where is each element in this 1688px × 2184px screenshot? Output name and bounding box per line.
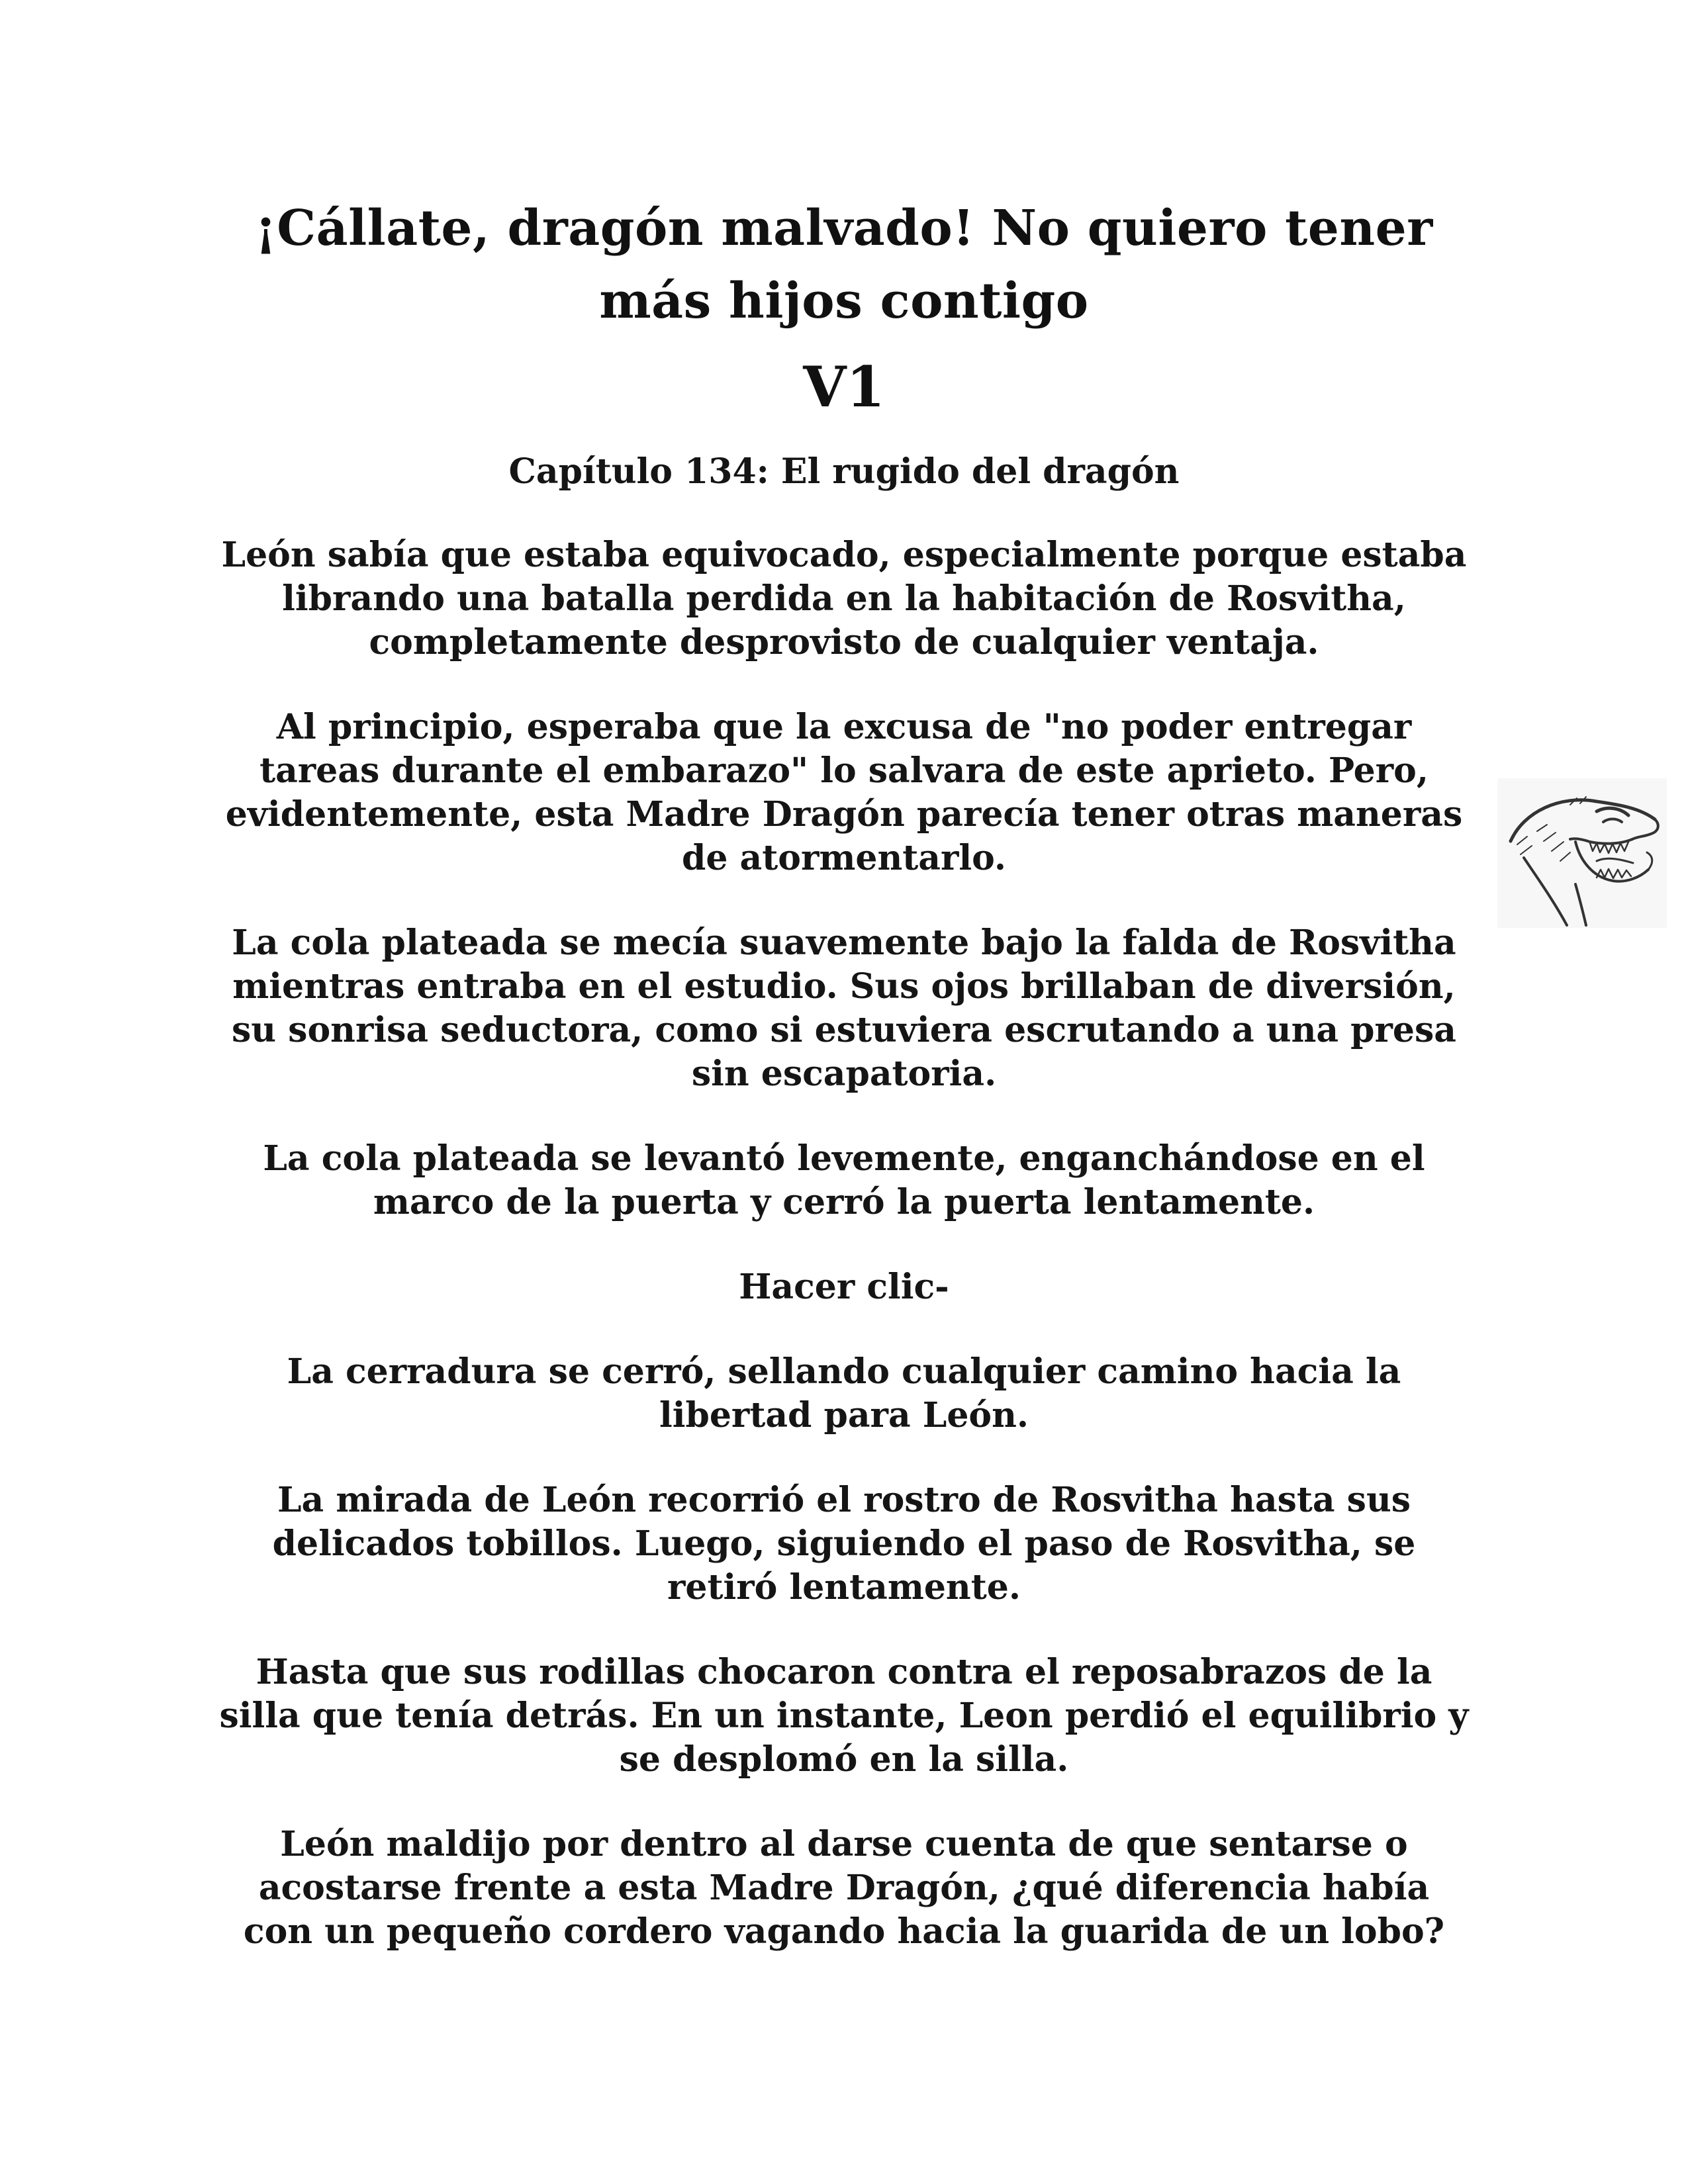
document-body — [218, 450, 1470, 1995]
chapter-heading: Capítulo 134: El rugido del dragón — [508, 451, 1180, 492]
paragraph: La cerradura se cerró, sellando cualquier camino hacia la libertad para León. — [287, 1351, 1401, 1435]
volume-label: V1 — [803, 354, 885, 420]
paragraph: Hasta que sus rodillas chocaron contra el reposabrazos de la silla que tenía detrás. En un instante, Leon perdió el equilibrio y se desplomó en la silla. — [219, 1652, 1469, 1780]
paragraph: La cola plateada se mecía suavemente bajo la falda de Rosvitha mientras entraba en el estudio. Sus ojos brillaban de diversión, su sonrisa seductora, como si estuviera escrutando a una presa sin escapatoria. — [232, 923, 1456, 1094]
paragraph: La mirada de León recorrió el rostro de Rosvitha hasta sus delicados tobillos. Luego, siguiendo el paso de Rosvitha, se retiró lentamente. — [272, 1480, 1416, 1608]
paragraph: Hacer clic- — [739, 1267, 949, 1307]
paragraph: León sabía que estaba equivocado, especialmente porque estaba librando una batalla perdida en la habitación de Rosvitha, completamente desprovisto de cualquier ventaja. — [221, 535, 1467, 662]
paragraph: León maldijo por dentro al darse cuenta de que sentarse o acostarse frente a esta Madre Dragón, ¿qué diferencia había con un pequeño cordero vagando hacia la guarida de un lobo? — [243, 1824, 1445, 1952]
dragon-head-sketch-icon — [1497, 778, 1667, 928]
paragraph: Al principio, esperaba que la excusa de "no poder entregar tareas durante el embarazo" lo salvara de este aprieto. Pero, evidentemente, esta Madre Dragón parecía tener otras maneras de atormentarlo. — [225, 707, 1463, 878]
paragraph: La cola plateada se levantó levemente, enganchándose en el marco de la puerta y cerró la puerta lentamente. — [263, 1138, 1425, 1222]
document-title: ¡Cállate, dragón malvado! No quiero tener más hijos contigo — [255, 200, 1433, 330]
